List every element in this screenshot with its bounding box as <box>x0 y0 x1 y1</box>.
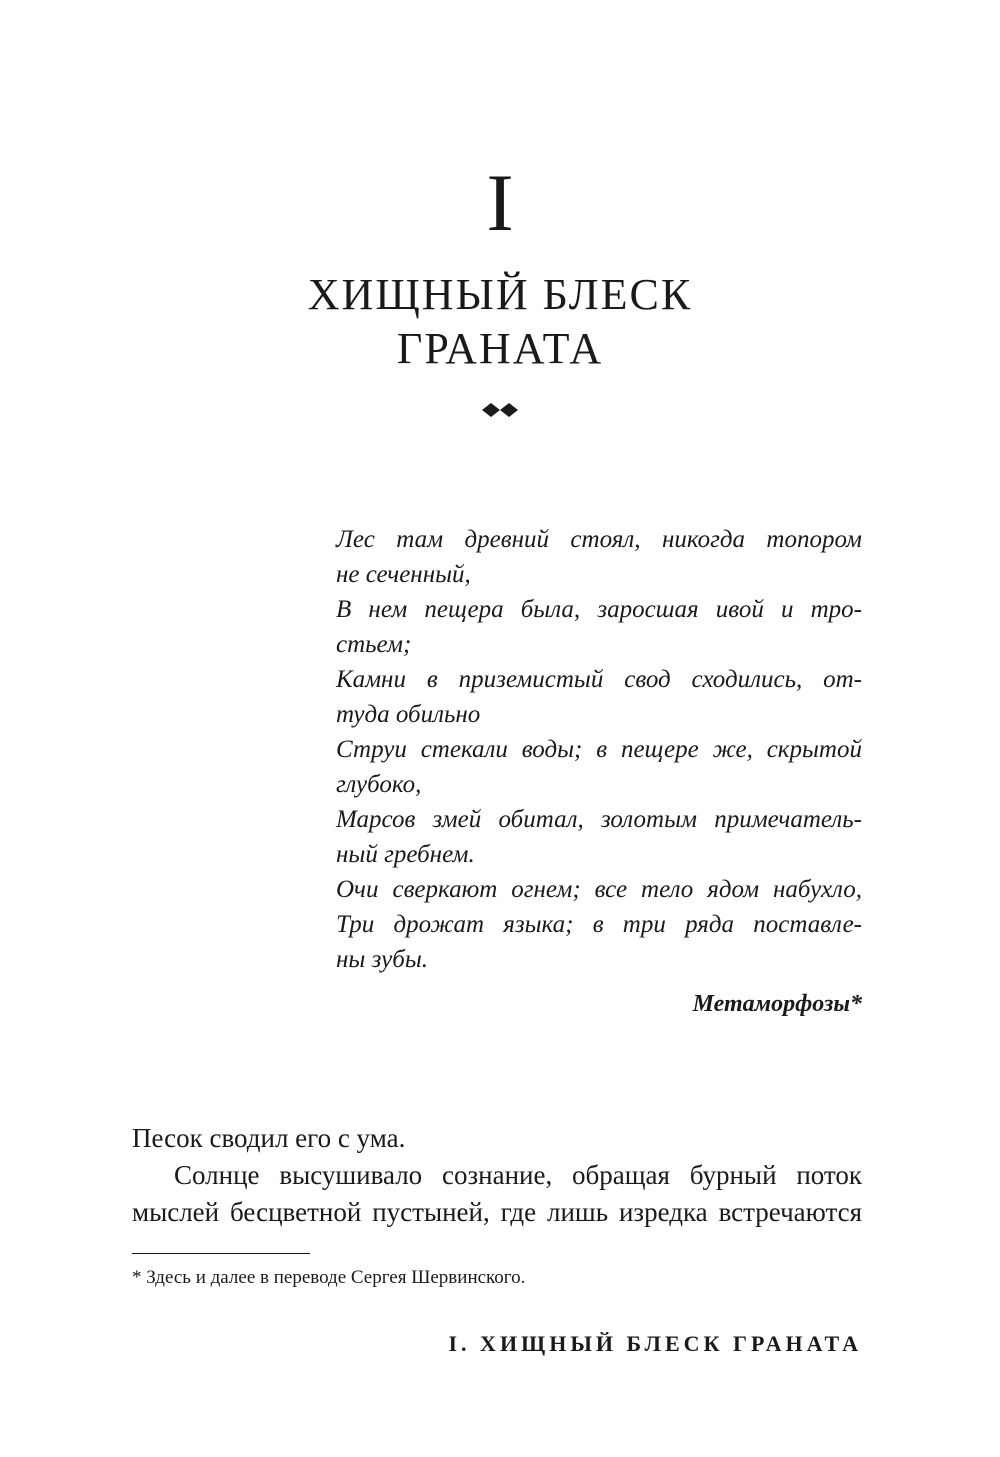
epigraph-line: туда обильно <box>336 701 481 728</box>
epigraph-line: Три дрожат языка; в три ряда поставле- <box>336 911 862 938</box>
body-text <box>132 1120 862 1231</box>
epigraph-line: В нем пещера была, заросшая ивой и тро- <box>336 596 862 623</box>
epigraph-line: Марсов змей обитал, золотым примечатель- <box>336 806 862 833</box>
running-footer-title: I. ХИЩНЫЙ БЛЕСК ГРАНАТА <box>448 1331 862 1356</box>
chapter-title-line-1: ХИЩНЫЙ БЛЕСК <box>307 270 693 319</box>
epigraph-line: не сеченный, <box>336 561 471 588</box>
chapter-number: I <box>486 157 514 248</box>
epigraph-source: Метаморфозы* <box>692 991 862 1017</box>
chapter-title <box>0 268 1000 376</box>
body-paragraph: Солнце высушивало сознание, обращая бурный поток мыслей бесцветной пустыней, где лишь изредка встречаются <box>132 1160 862 1227</box>
body-paragraph: Песок сводил его с ума. <box>132 1123 406 1153</box>
epigraph-line: глубоко, <box>336 771 422 798</box>
epigraph-line: Камни в приземистый свод сходились, от- <box>336 666 862 693</box>
epigraph <box>336 522 862 977</box>
epigraph-line: Струи стекали воды; в пещере же, скрытой <box>336 736 862 763</box>
epigraph-line: стьем; <box>336 631 412 658</box>
epigraph-line: ный гребнем. <box>336 841 475 868</box>
epigraph-line: Очи сверкают огнем; все тело ядом набухло, <box>336 876 862 903</box>
footnote-divider <box>132 1253 310 1254</box>
double-diamond-ornament-icon <box>482 401 518 419</box>
footnote: * Здесь и далее в переводе Сергея Шервинского. <box>132 1267 526 1288</box>
epigraph-line: ны зубы. <box>336 946 429 973</box>
epigraph-line: Лес там древний стоял, никогда топором <box>336 526 862 553</box>
chapter-title-line-2: ГРАНАТА <box>396 324 604 373</box>
